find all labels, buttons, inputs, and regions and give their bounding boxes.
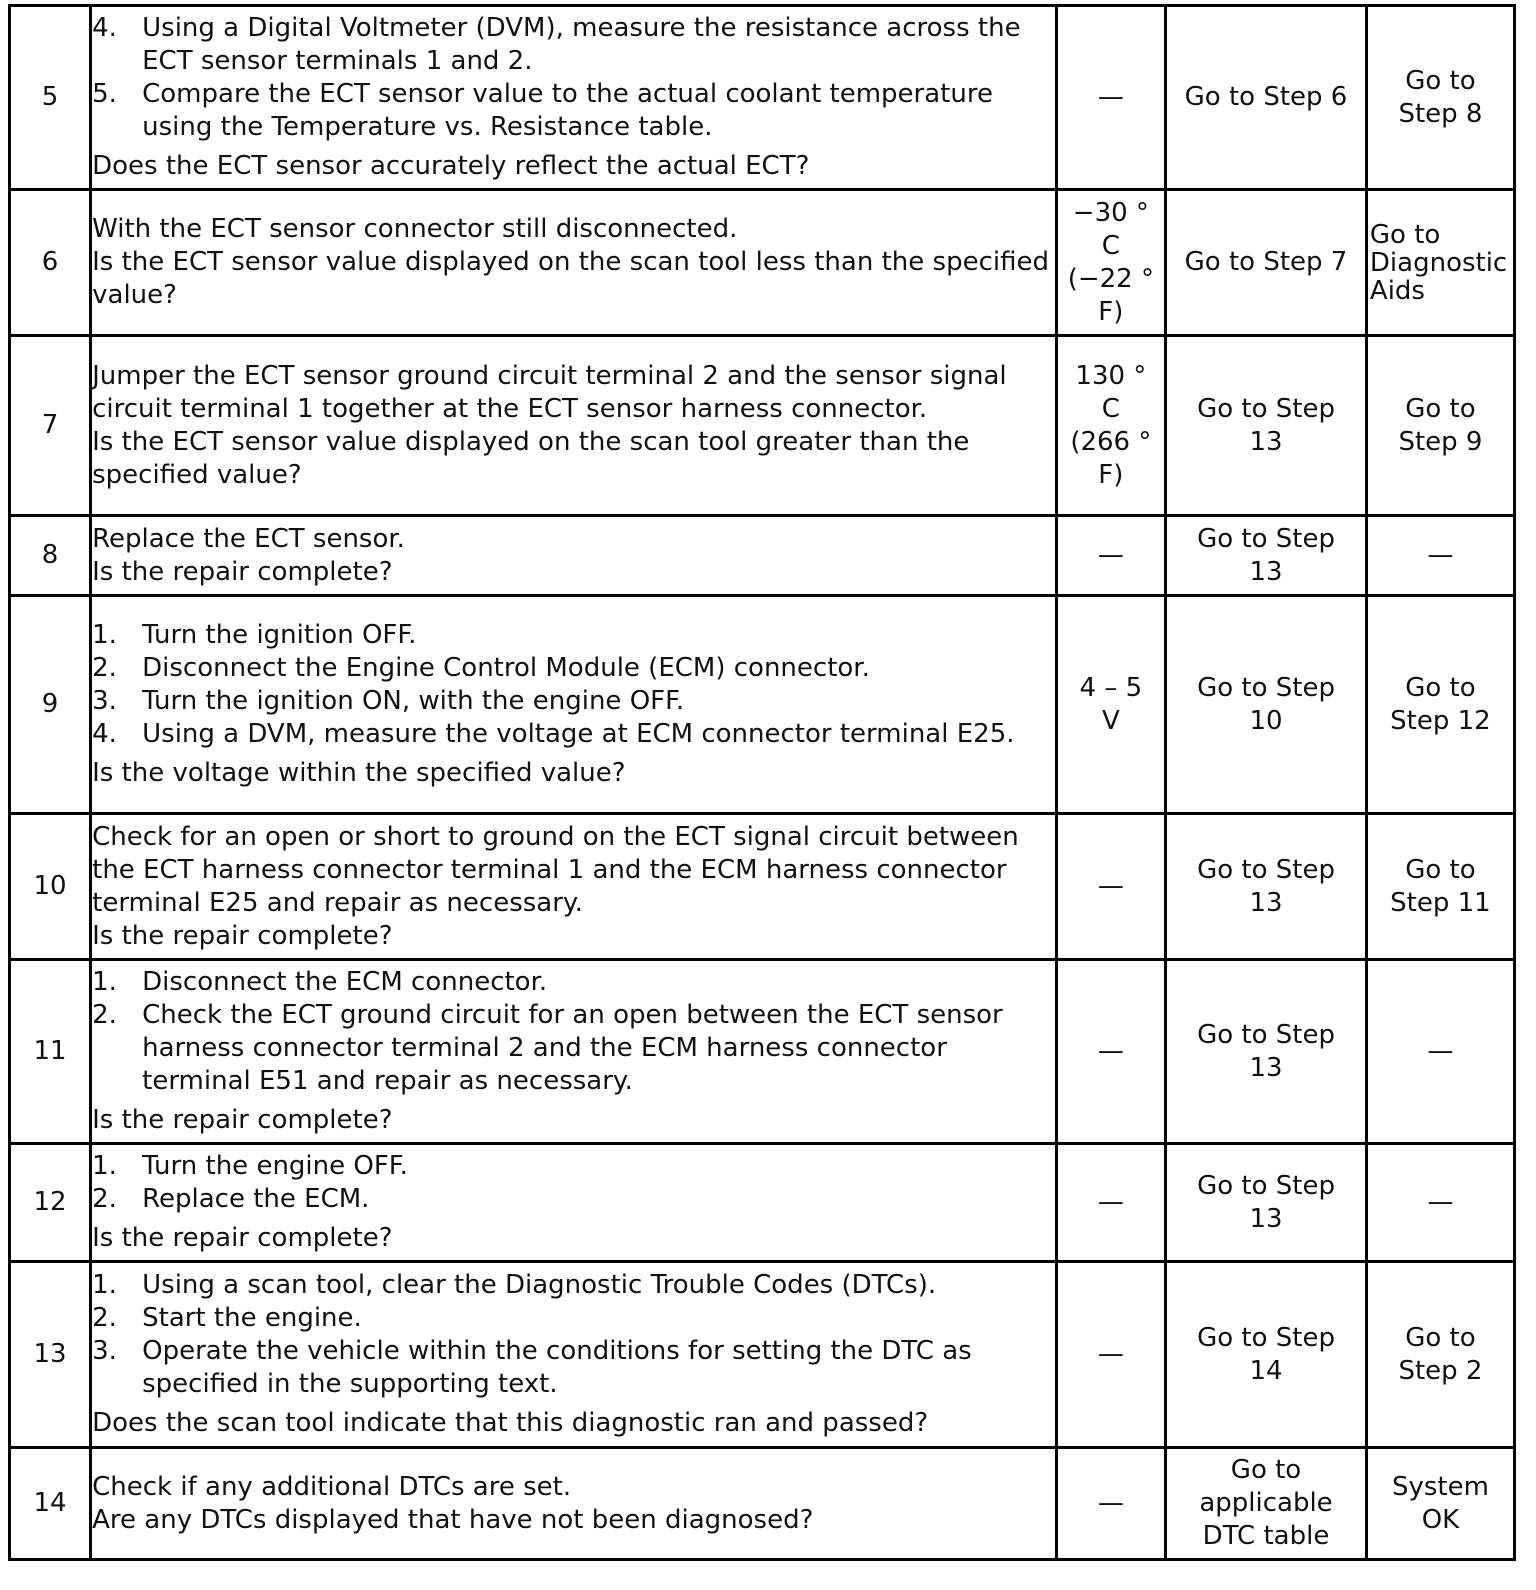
action-substep xyxy=(92,12,1054,78)
action-cell xyxy=(91,516,1056,596)
table-row xyxy=(10,1262,1515,1448)
step-number: 13 xyxy=(10,1262,91,1448)
action-text: Replace the ECT sensor. xyxy=(92,523,405,554)
substep-number: 1. xyxy=(92,620,117,650)
action-question: Are any DTCs displayed that have not been diagnosed? xyxy=(92,1504,814,1535)
step-number: 10 xyxy=(10,814,91,960)
diagnostic-table xyxy=(8,4,1516,1561)
table-row xyxy=(10,190,1515,336)
no-cell xyxy=(1366,1144,1514,1262)
action-cell xyxy=(91,814,1056,960)
step-number: 9 xyxy=(10,596,91,814)
table-row xyxy=(10,336,1515,516)
value-cell-line: −30 ° xyxy=(1072,197,1149,228)
step-number: 6 xyxy=(10,190,91,336)
value-cell-line: — xyxy=(1097,1187,1124,1217)
action-question: Is the repair complete? xyxy=(92,1223,393,1253)
step-number: 11 xyxy=(10,960,91,1144)
substep-text: Disconnect the Engine Control Module (ECM) connector. xyxy=(142,653,870,683)
value-cell xyxy=(1056,1262,1166,1448)
value-cell-line: F) xyxy=(1098,459,1124,490)
value-cell xyxy=(1056,960,1166,1144)
action-substep xyxy=(92,1335,1054,1401)
substep-number: 2. xyxy=(92,653,117,683)
substep-text: Turn the ignition OFF. xyxy=(142,620,417,650)
yes-cell xyxy=(1166,960,1367,1144)
substep-text: Disconnect the ECM connector. xyxy=(142,967,548,997)
no-cell xyxy=(1366,1448,1514,1560)
table-body xyxy=(10,6,1515,1560)
value-cell xyxy=(1056,814,1166,960)
yes-cell xyxy=(1166,336,1367,516)
value-cell xyxy=(1056,516,1166,596)
step-number: 7 xyxy=(10,336,91,516)
value-cell xyxy=(1056,1448,1166,1560)
no-cell-line: OK xyxy=(1421,1504,1460,1535)
action-question: Is the ECT sensor value displayed on the scan tool less than the specified value? xyxy=(92,247,1049,310)
value-cell-line: F) xyxy=(1098,296,1124,327)
substep-text: Operate the vehicle within the conditions for setting the DTC as specified in the supporting text. xyxy=(142,1336,972,1399)
yes-cell-line: Go to Step xyxy=(1197,1170,1335,1201)
substep-number: 3. xyxy=(92,1336,117,1366)
no-cell-line: System xyxy=(1391,1471,1489,1502)
no-cell-line: Go to xyxy=(1405,672,1476,703)
yes-cell xyxy=(1166,6,1367,190)
table-row xyxy=(10,1448,1515,1560)
no-cell-line: Go to xyxy=(1405,1322,1476,1353)
action-substep xyxy=(92,1302,1054,1335)
yes-cell-line: DTC table xyxy=(1202,1521,1330,1551)
no-cell-line: Go to xyxy=(1369,219,1441,250)
action-question: Is the ECT sensor value displayed on the scan tool greater than the specified value? xyxy=(92,426,970,490)
action-question: Does the scan tool indicate that this diagnostic ran and passed? xyxy=(92,1408,929,1438)
no-cell-line: — xyxy=(1427,1187,1454,1217)
substep-number: 1. xyxy=(92,967,117,997)
yes-cell-line: 13 xyxy=(1249,1203,1283,1234)
step-number: 5 xyxy=(10,6,91,190)
action-cell xyxy=(91,1262,1056,1448)
yes-cell-line: Go to Step xyxy=(1197,1019,1335,1050)
action-substep xyxy=(92,619,1054,652)
action-cell xyxy=(91,6,1056,190)
no-cell xyxy=(1366,516,1514,596)
action-cell xyxy=(91,190,1056,336)
yes-cell-line: 13 xyxy=(1249,426,1283,457)
action-question: Does the ECT sensor accurately reflect the actual ECT? xyxy=(92,151,810,181)
yes-cell xyxy=(1166,1144,1367,1262)
substep-number: 1. xyxy=(92,1270,117,1300)
action-substep xyxy=(92,78,1054,144)
yes-cell xyxy=(1166,596,1367,814)
value-cell-line: — xyxy=(1097,1036,1124,1066)
no-cell xyxy=(1366,814,1514,960)
yes-cell-line: 13 xyxy=(1249,556,1283,587)
table-row xyxy=(10,596,1515,814)
value-cell-line: — xyxy=(1097,540,1124,570)
no-cell-line: Go to xyxy=(1405,854,1476,885)
yes-cell-line: Go to Step xyxy=(1197,672,1335,703)
value-cell-line: — xyxy=(1097,871,1124,901)
action-substep xyxy=(92,685,1054,718)
action-text: Check for an open or short to ground on the ECT signal circuit between the ECT harness connector terminal 1 and the ECM harness connector terminal E25 and repair as necessary. xyxy=(92,821,1019,918)
substep-number: 2. xyxy=(92,1184,117,1214)
substep-text: Start the engine. xyxy=(142,1303,362,1333)
substep-number: 3. xyxy=(92,686,117,716)
action-substep xyxy=(92,1269,1054,1302)
yes-cell xyxy=(1166,190,1367,336)
action-cell xyxy=(91,336,1056,516)
yes-cell xyxy=(1166,1448,1367,1560)
value-cell-line: — xyxy=(1097,1488,1124,1518)
no-cell-line: Step 2 xyxy=(1398,1355,1483,1386)
value-cell xyxy=(1056,1144,1166,1262)
no-cell-line: Go to xyxy=(1405,393,1476,424)
action-text: Jumper the ECT sensor ground circuit terminal 2 and the sensor signal circuit terminal 1 together at the ECT sensor harness connector. xyxy=(92,360,1007,424)
action-text: With the ECT sensor connector still disconnected. xyxy=(92,214,738,244)
yes-cell-line: Go to Step xyxy=(1197,523,1335,554)
table-row xyxy=(10,516,1515,596)
no-cell-line: — xyxy=(1427,1036,1454,1066)
no-cell xyxy=(1366,336,1514,516)
no-cell xyxy=(1366,960,1514,1144)
value-cell xyxy=(1056,336,1166,516)
no-cell xyxy=(1366,1262,1514,1448)
no-cell-line: Step 9 xyxy=(1398,426,1483,457)
substep-text: Using a DVM, measure the voltage at ECM connector terminal E25. xyxy=(142,719,1015,749)
no-cell-line: Step 11 xyxy=(1390,887,1491,918)
action-substep xyxy=(92,718,1054,751)
action-cell xyxy=(91,1448,1056,1560)
value-cell xyxy=(1056,596,1166,814)
yes-cell-line: applicable xyxy=(1199,1488,1333,1518)
yes-cell-line: Go to Step 7 xyxy=(1184,247,1348,277)
action-question: Is the repair complete? xyxy=(92,556,393,587)
action-substep xyxy=(92,652,1054,685)
yes-cell-line: Go to Step xyxy=(1197,393,1335,424)
yes-cell-line: 10 xyxy=(1249,705,1283,736)
action-text: Check if any additional DTCs are set. xyxy=(92,1471,572,1502)
value-cell xyxy=(1056,6,1166,190)
yes-cell-line: 13 xyxy=(1249,887,1283,918)
value-cell-line: C xyxy=(1101,230,1120,261)
no-cell-line: Go to xyxy=(1405,65,1476,96)
step-number: 14 xyxy=(10,1448,91,1560)
no-cell-line: Step 8 xyxy=(1398,98,1483,129)
yes-cell-line: Go to xyxy=(1230,1455,1302,1485)
substep-text: Check the ECT ground circuit for an open between the ECT sensor harness connector terminal 2 and the ECM harness connector terminal E51 and repair as necessary. xyxy=(142,1000,1003,1096)
action-question: Is the repair complete? xyxy=(92,920,393,951)
action-question: Is the repair complete? xyxy=(92,1105,393,1135)
yes-cell-line: Go to Step 6 xyxy=(1184,82,1348,112)
no-cell xyxy=(1366,6,1514,190)
no-cell xyxy=(1366,596,1514,814)
table-row xyxy=(10,814,1515,960)
substep-number: 4. xyxy=(92,13,117,43)
yes-cell xyxy=(1166,814,1367,960)
no-cell-line: — xyxy=(1427,540,1454,570)
substep-number: 2. xyxy=(92,1303,117,1333)
yes-cell xyxy=(1166,1262,1367,1448)
substep-text: Using a Digital Voltmeter (DVM), measure the resistance across the ECT sensor terminals 1 and 2. xyxy=(142,13,1021,76)
table-row xyxy=(10,1144,1515,1262)
substep-text: Compare the ECT sensor value to the actual coolant temperature using the Temperature vs. Resistance table. xyxy=(142,79,993,142)
action-question: Is the voltage within the specified value? xyxy=(92,758,626,788)
substep-text: Turn the engine OFF. xyxy=(142,1151,408,1181)
table-row xyxy=(10,960,1515,1144)
value-cell-line: C xyxy=(1101,393,1120,424)
yes-cell-line: 13 xyxy=(1249,1052,1283,1083)
action-cell xyxy=(91,1144,1056,1262)
action-cell xyxy=(91,960,1056,1144)
value-cell-line: — xyxy=(1097,82,1124,112)
action-substep xyxy=(92,1150,1054,1183)
no-cell-line: Diagnostic xyxy=(1369,247,1508,278)
step-number: 12 xyxy=(10,1144,91,1262)
no-cell-line: Step 12 xyxy=(1390,705,1491,736)
step-number: 8 xyxy=(10,516,91,596)
value-cell-line: (−22 ° xyxy=(1067,263,1154,294)
value-cell xyxy=(1056,190,1166,336)
no-cell-line: Aids xyxy=(1369,275,1425,306)
value-cell-line: — xyxy=(1097,1339,1124,1369)
value-cell-line: V xyxy=(1101,705,1120,736)
value-cell-line: 4 – 5 xyxy=(1079,672,1143,703)
value-cell-line: 130 ° xyxy=(1075,360,1147,391)
substep-number: 4. xyxy=(92,719,117,749)
substep-number: 5. xyxy=(92,79,117,109)
substep-text: Using a scan tool, clear the Diagnostic Trouble Codes (DTCs). xyxy=(142,1270,937,1300)
no-cell xyxy=(1366,190,1514,336)
action-substep xyxy=(92,966,1054,999)
substep-text: Turn the ignition ON, with the engine OFF. xyxy=(142,686,685,716)
substep-text: Replace the ECM. xyxy=(142,1184,370,1214)
value-cell-line: (266 ° xyxy=(1070,426,1152,457)
substep-number: 1. xyxy=(92,1151,117,1181)
yes-cell xyxy=(1166,516,1367,596)
action-substep xyxy=(92,999,1054,1098)
action-substep xyxy=(92,1183,1054,1216)
yes-cell-line: 14 xyxy=(1249,1355,1283,1386)
yes-cell-line: Go to Step xyxy=(1197,1322,1335,1353)
table-row xyxy=(10,6,1515,190)
substep-number: 2. xyxy=(92,1000,117,1030)
action-cell xyxy=(91,596,1056,814)
yes-cell-line: Go to Step xyxy=(1197,854,1335,885)
